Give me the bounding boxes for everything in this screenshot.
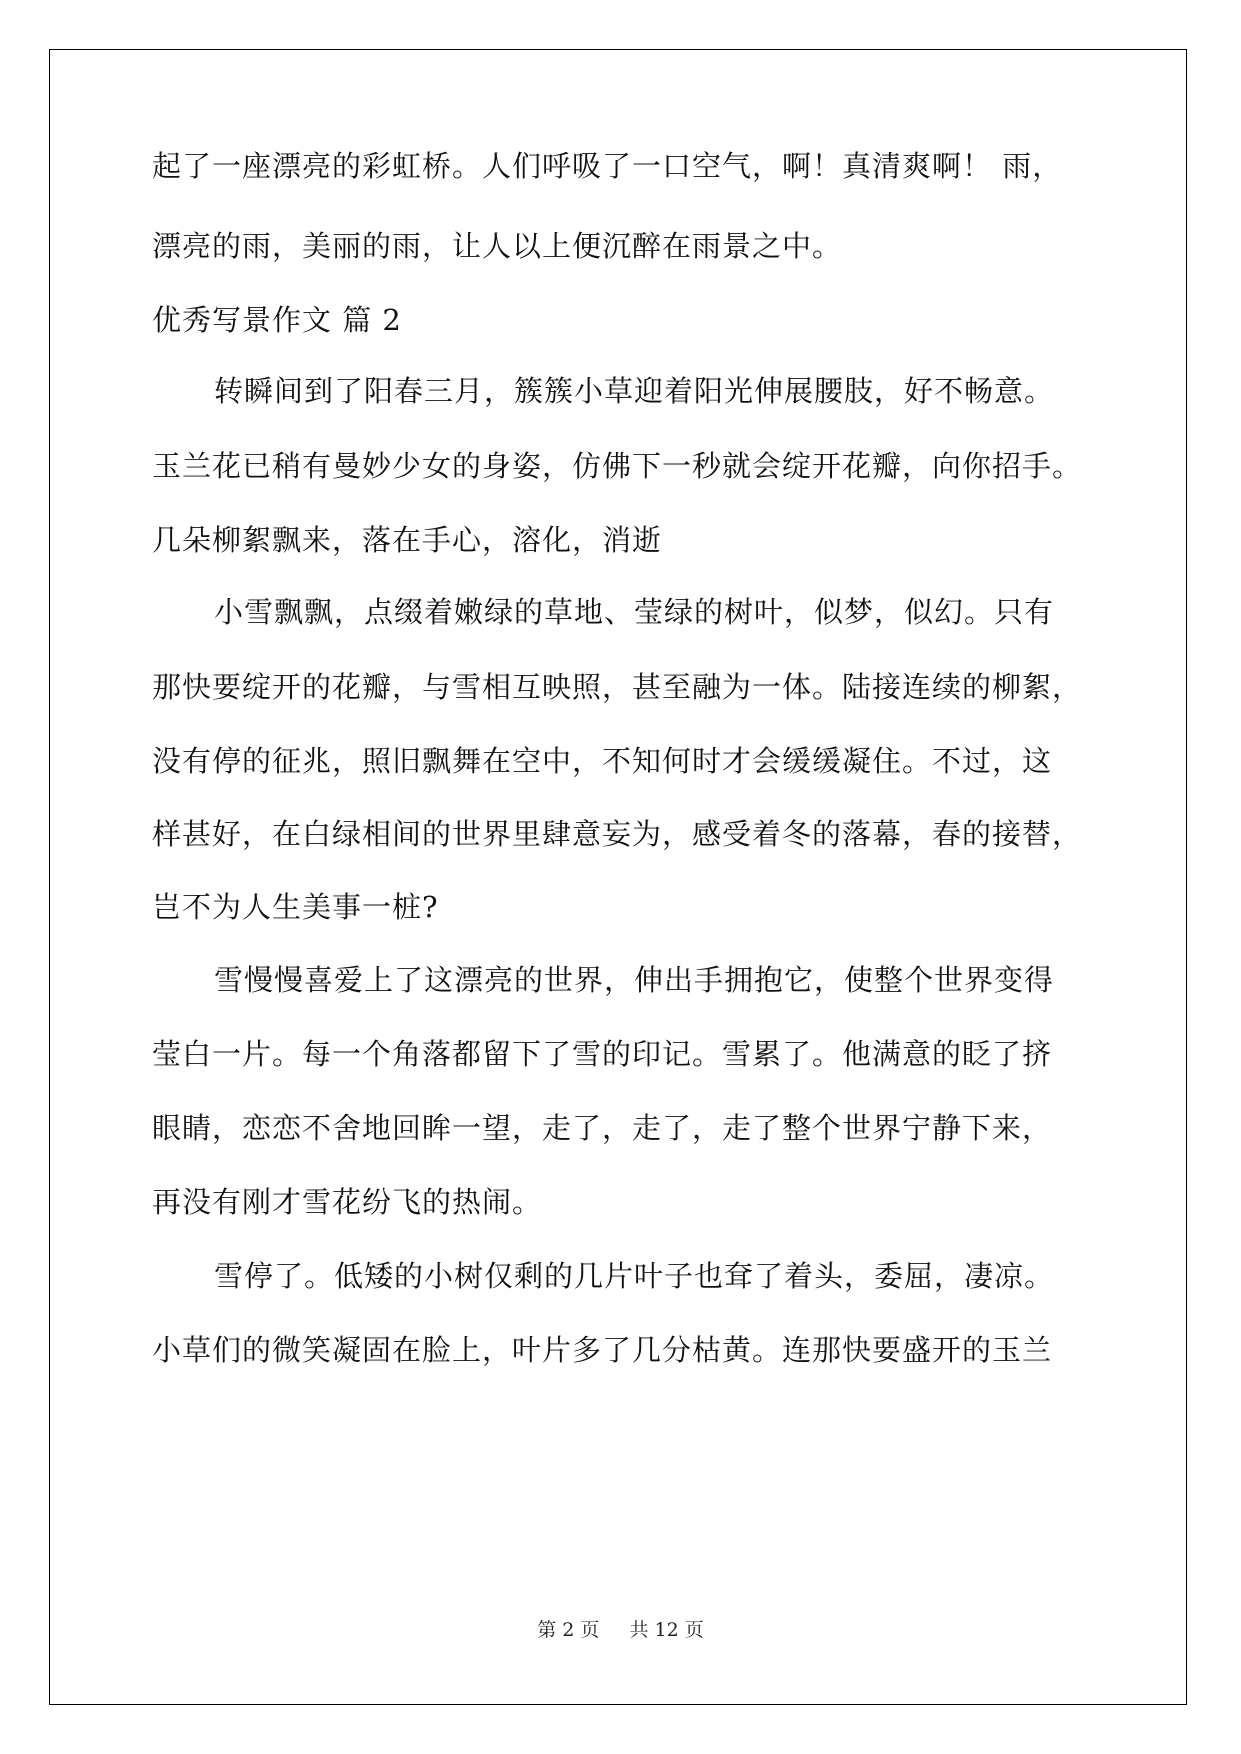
text-line: 起了一座漂亮的彩虹桥。人们呼吸了一口空气，啊！真清爽啊！ 雨， bbox=[152, 149, 1063, 183]
text-line: 样甚好，在白绿相间的世界里肆意妄为，感受着冬的落幕，春的接替， bbox=[152, 817, 1083, 851]
page-border bbox=[49, 49, 1187, 1705]
text-line: 漂亮的雨，美丽的雨，让人以上便沉醉在雨景之中。 bbox=[152, 229, 843, 263]
text-line: 雪慢慢喜爱上了这漂亮的世界，伸出手拥抱它，使整个世界变得 bbox=[214, 963, 1055, 997]
text-line: 小草们的微笑凝固在脸上，叶片多了几分枯黄。连那快要盛开的玉兰 bbox=[152, 1333, 1053, 1367]
text-line: 眼睛，恋恋不舍地回眸一望，走了，走了，走了整个世界宁静下来， bbox=[152, 1111, 1053, 1145]
section-heading: 优秀写景作文 篇 2 bbox=[152, 303, 402, 337]
text-line: 那快要绽开的花瓣，与雪相互映照，甚至融为一体。陆接连续的柳絮， bbox=[152, 670, 1083, 704]
text-line: 几朵柳絮飘来，落在手心，溶化，消逝 bbox=[152, 523, 663, 557]
page-footer bbox=[0, 1618, 1241, 1642]
text-line: 莹白一片。每一个角落都留下了雪的印记。雪累了。他满意的眨了挤 bbox=[152, 1037, 1053, 1071]
text-line: 雪停了。低矮的小树仅剩的几片叶子也耷了着头，委屈，凄凉。 bbox=[214, 1259, 1055, 1293]
page-total: 共 12 页 bbox=[629, 1619, 704, 1641]
page-number: 第 2 页 bbox=[537, 1619, 600, 1641]
text-line: 转瞬间到了阳春三月，簇簇小草迎着阳光伸展腰肢，好不畅意。 bbox=[214, 374, 1055, 408]
text-line: 没有停的征兆，照旧飘舞在空中，不知何时才会缓缓凝住。不过，这 bbox=[152, 744, 1053, 778]
text-line: 再没有刚才雪花纷飞的热闹。 bbox=[152, 1185, 543, 1219]
text-line: 小雪飘飘，点缀着嫩绿的草地、莹绿的树叶，似梦，似幻。只有 bbox=[214, 595, 1055, 629]
text-line: 玉兰花已稍有曼妙少女的身姿，仿佛下一秒就会绽开花瓣，向你招手。 bbox=[152, 449, 1083, 483]
text-line: 岂不为人生美事一桩? bbox=[152, 890, 439, 924]
